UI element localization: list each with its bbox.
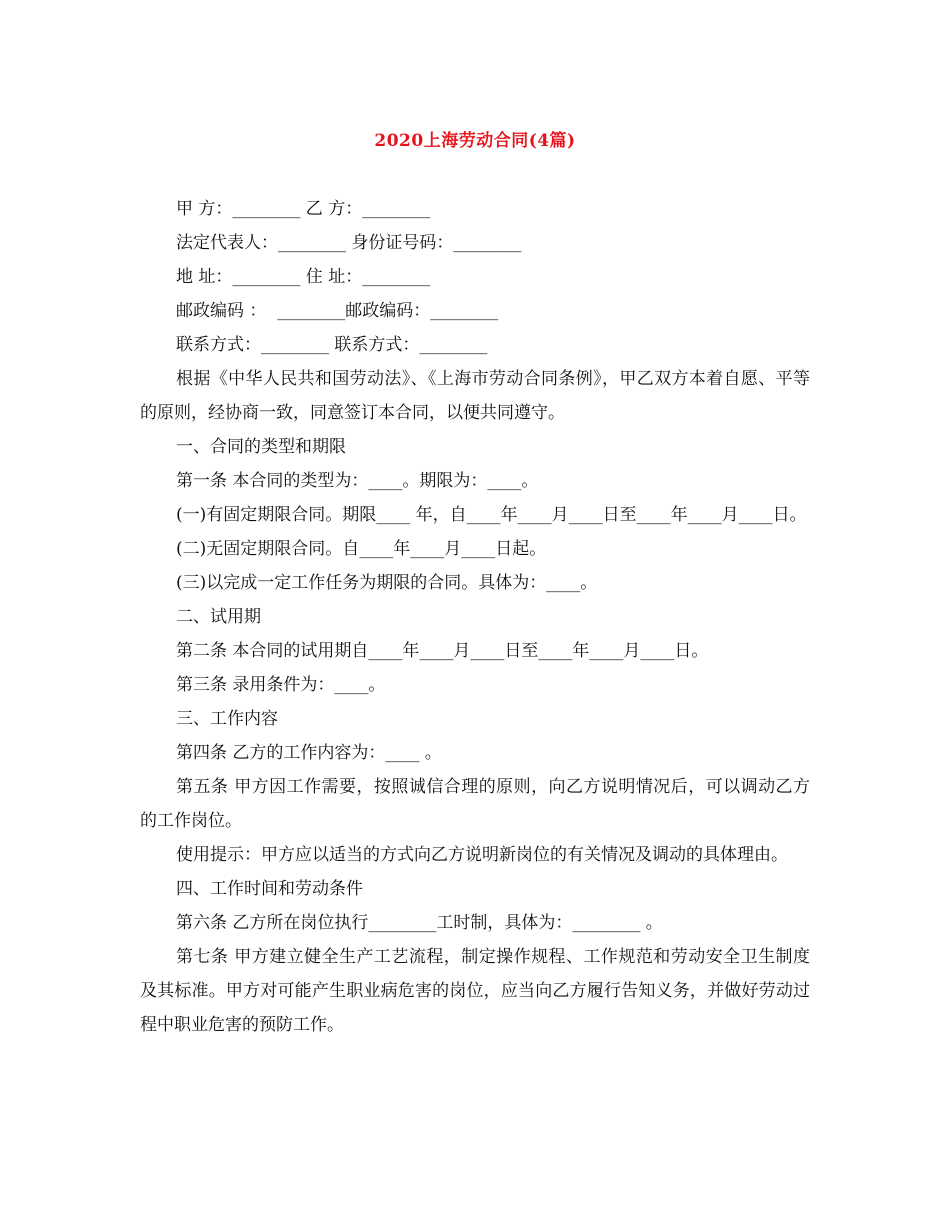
section-heading-3: 三、工作内容 xyxy=(176,709,278,729)
party-a-b-line: 甲 方：________ 乙 方：________ xyxy=(176,199,431,219)
article-6: 第六条 乙方所在岗位执行________工时制，具体为：________ 。 xyxy=(176,913,663,933)
section-heading-1: 一、合同的类型和期限 xyxy=(176,437,346,457)
article-1-item-2: (二)无固定期限合同。自____年____月____日起。 xyxy=(176,539,547,559)
usage-tip: 使用提示：甲方应以适当的方式向乙方说明新岗位的有关情况及调动的具体理由。 xyxy=(176,845,788,865)
article-1-item-1: (一)有固定期限合同。期限____ 年，自____年____月____日至____年____月____日。 xyxy=(176,505,807,525)
address-line: 地 址：________ 住 址：________ xyxy=(176,267,431,287)
section-heading-2: 二、试用期 xyxy=(176,607,261,627)
article-1-item-3: (三)以完成一定工作任务为期限的合同。具体为：____。 xyxy=(176,573,598,593)
document-body xyxy=(140,192,810,1042)
legal-rep-id-line: 法定代表人：________ 身份证号码：________ xyxy=(176,233,522,253)
article-2: 第二条 本合同的试用期自____年____月____日至____年____月____日。 xyxy=(176,641,709,661)
article-4: 第四条 乙方的工作内容为：____ 。 xyxy=(176,743,442,763)
article-5: 第五条 甲方因工作需要，按照诚信合理的原则，向乙方说明情况后，可以调动乙方的工作岗位。 xyxy=(140,777,810,831)
postcode-line: 邮政编码 ： ________邮政编码：________ xyxy=(176,301,499,321)
article-1: 第一条 本合同的类型为：____。期限为：____。 xyxy=(176,471,539,491)
document-title: 2020上海劳动合同(4篇) xyxy=(374,131,576,151)
preamble-paragraph: 根据《中华人民共和国劳动法》、《上海市劳动合同条例》，甲乙双方本着自愿、平等的原则，经协商一致，同意签订本合同，以便共同遵守。 xyxy=(140,369,810,423)
article-7: 第七条 甲方建立健全生产工艺流程，制定操作规程、工作规范和劳动安全卫生制度及其标准。甲方对可能产生职业病危害的岗位，应当向乙方履行告知义务，并做好劳动过程中职业危害的预防工作。 xyxy=(140,947,810,1035)
section-heading-4: 四、工作时间和劳动条件 xyxy=(176,879,363,899)
contact-line: 联系方式：________ 联系方式：________ xyxy=(176,335,488,355)
article-3: 第三条 录用条件为：____。 xyxy=(176,675,386,695)
